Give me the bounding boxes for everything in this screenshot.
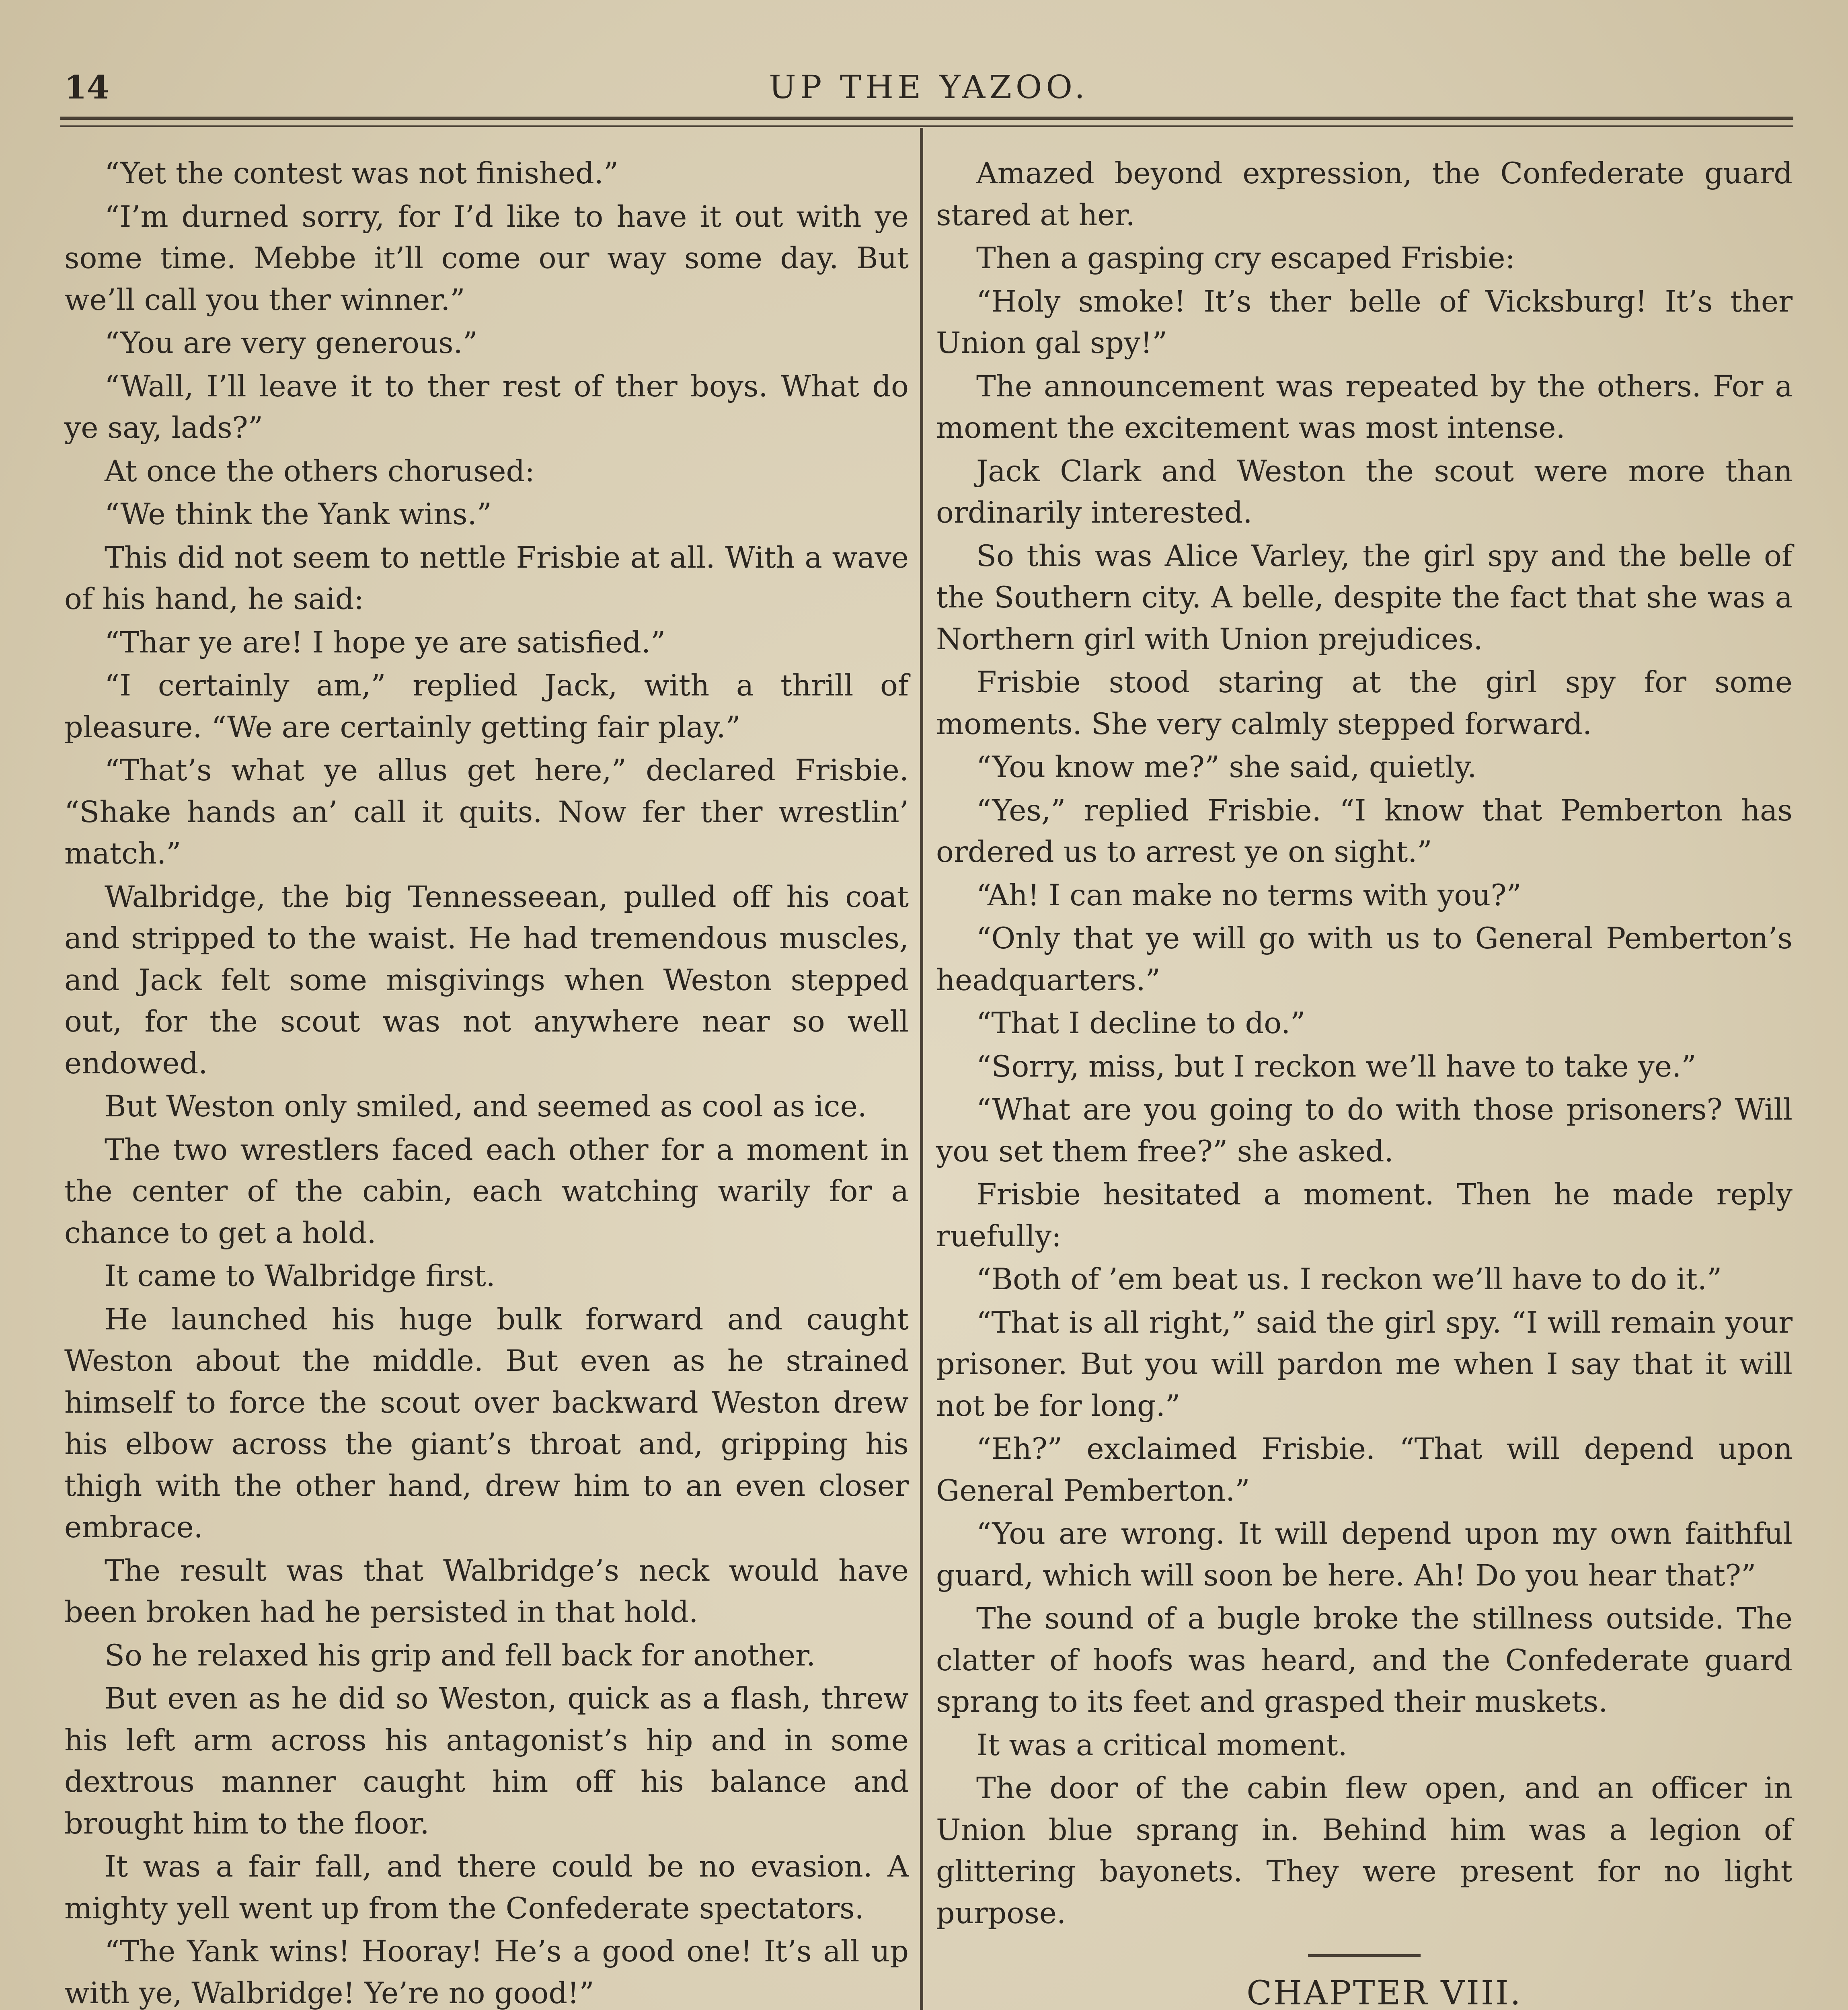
left-column	[64, 153, 909, 2010]
paragraph: But Weston only smiled, and seemed as cool as ice.	[105, 1089, 867, 1124]
paragraph: “Wall, I’ll leave it to ther rest of ther boys. What do ye say, lads?”	[64, 369, 909, 445]
paragraph: “Ah! I can make no terms with you?”	[976, 878, 1522, 913]
chapter-title: CHAPTER VIII.	[1246, 1974, 1522, 2010]
paragraph: “Sorry, miss, but I reckon we’ll have to take ye.”	[976, 1049, 1696, 1084]
paragraph: “Yes,” replied Frisbie. “I know that Pemberton has ordered us to arrest ye on sight.”	[936, 793, 1793, 869]
paragraph: It was a critical moment.	[976, 1728, 1347, 1762]
paragraph: “We think the Yank wins.”	[105, 497, 492, 531]
running-title: UP THE YAZOO.	[769, 68, 1089, 106]
chapter-divider	[1308, 1954, 1421, 1957]
paragraph: “Eh?” exclaimed Frisbie. “That will depend upon General Pemberton.”	[936, 1432, 1793, 1508]
paragraph: At once the others chorused:	[105, 454, 535, 488]
paragraph: “Yet the contest was not finished.”	[105, 156, 619, 191]
page-header	[64, 60, 1793, 109]
paragraph: “The Yank wins! Hooray! He’s a good one! It’s all up with ye, Walbridge! Ye’re no good!”	[64, 1934, 909, 2010]
paragraph: “You are wrong. It will depend upon my own faithful guard, which will soon be here. Ah! Do you hear that?”	[936, 1517, 1793, 1593]
paragraph: Frisbie stood staring at the girl spy for some moments. She very calmly stepped forward.	[936, 665, 1793, 741]
paragraph: “I’m durned sorry, for I’d like to have it out with ye some time. Mebbe it’ll come our way some day. But we’ll call you ther winner.”	[64, 199, 909, 317]
paragraph: “I certainly am,” replied Jack, with a thrill of pleasure. “We are certainly getting fair play.”	[64, 669, 909, 745]
paragraph: “Holy smoke! It’s ther belle of Vicksburg! It’s ther Union gal spy!”	[936, 284, 1793, 360]
column-divider	[920, 128, 923, 2010]
paragraph: The announcement was repeated by the others. For a moment the excitement was most intense.	[936, 369, 1793, 445]
paragraph: So this was Alice Varley, the girl spy and the belle of the Southern city. A belle, despite the fact that she was a Northern girl with Union prejudices.	[936, 539, 1793, 656]
paragraph: So he relaxed his grip and fell back for another.	[105, 1638, 816, 1673]
right-column-text-before-chapter	[936, 153, 1793, 1934]
paragraph: Frisbie hesitated a moment. Then he made reply ruefully:	[936, 1177, 1793, 1253]
header-rule-thin	[60, 125, 1793, 127]
paragraph: But even as he did so Weston, quick as a flash, threw his left arm across his antagonist’s hip and in some dextrous manner caught him off his balance and brought him to the floor.	[64, 1682, 909, 1841]
paragraph: Walbridge, the big Tennesseean, pulled off his coat and stripped to the waist. He had tremendous muscles, and Jack felt some misgivings when Weston stepped out, for the scout was not anywhere near so well endowed.	[64, 880, 909, 1081]
paragraph: “That I decline to do.”	[976, 1006, 1306, 1040]
header-rule	[60, 117, 1793, 120]
paragraph: “You are very generous.”	[105, 326, 478, 360]
paragraph: The door of the cabin flew open, and an officer in Union blue sprang in. Behind him was a legion of glittering bayonets. They were present for no light purpose.	[936, 1771, 1793, 1930]
paragraph: “That is all right,” said the girl spy. “I will remain your prisoner. But you will pardon me when I say that it will not be for long.”	[936, 1305, 1793, 1423]
paragraph: Amazed beyond expression, the Confederate guard stared at her.	[936, 156, 1793, 232]
paragraph: The sound of a bugle broke the stillness outside. The clatter of hoofs was heard, and the Confederate guard sprang to its feet and grasped their muskets.	[936, 1602, 1793, 1719]
paragraph: “Both of ’em beat us. I reckon we’ll have to do it.”	[976, 1262, 1722, 1296]
paragraph: Jack Clark and Weston the scout were more than ordinarily interested.	[936, 454, 1793, 530]
paragraph: “Only that ye will go with us to General Pemberton’s headquarters.”	[936, 921, 1793, 997]
paragraph: The two wrestlers faced each other for a moment in the center of the cabin, each watching warily for a chance to get a hold.	[64, 1132, 909, 1250]
paragraph: “What are you going to do with those prisoners? Will you set them free?” she asked.	[936, 1093, 1793, 1169]
page-number: 14	[64, 68, 109, 106]
paragraph: “That’s what ye allus get here,” declared Frisbie. “Shake hands an’ call it quits. Now fer ther wrestlin’ match.”	[64, 753, 909, 871]
paragraph: “You know me?” she said, quietly.	[976, 750, 1477, 784]
right-column	[936, 153, 1793, 2010]
paragraph: The result was that Walbridge’s neck would have been broken had he persisted in that hold.	[64, 1553, 909, 1629]
paragraph: Then a gasping cry escaped Frisbie:	[976, 241, 1515, 275]
paragraph: “Thar ye are! I hope ye are satisfied.”	[105, 625, 666, 660]
paragraph: This did not seem to nettle Frisbie at all. With a wave of his hand, he said:	[64, 540, 909, 616]
paragraph: He launched his huge bulk forward and caught Weston about the middle. But even as he strained himself to force the scout over backward Weston drew his elbow across the giant’s throat and, gripping his thigh with the other hand, drew him to an even closer embrace.	[64, 1302, 909, 1544]
paragraph: It came to Walbridge first.	[105, 1259, 495, 1293]
paragraph: It was a fair fall, and there could be no evasion. A mighty yell went up from the Confederate spectators.	[64, 1850, 909, 1926]
